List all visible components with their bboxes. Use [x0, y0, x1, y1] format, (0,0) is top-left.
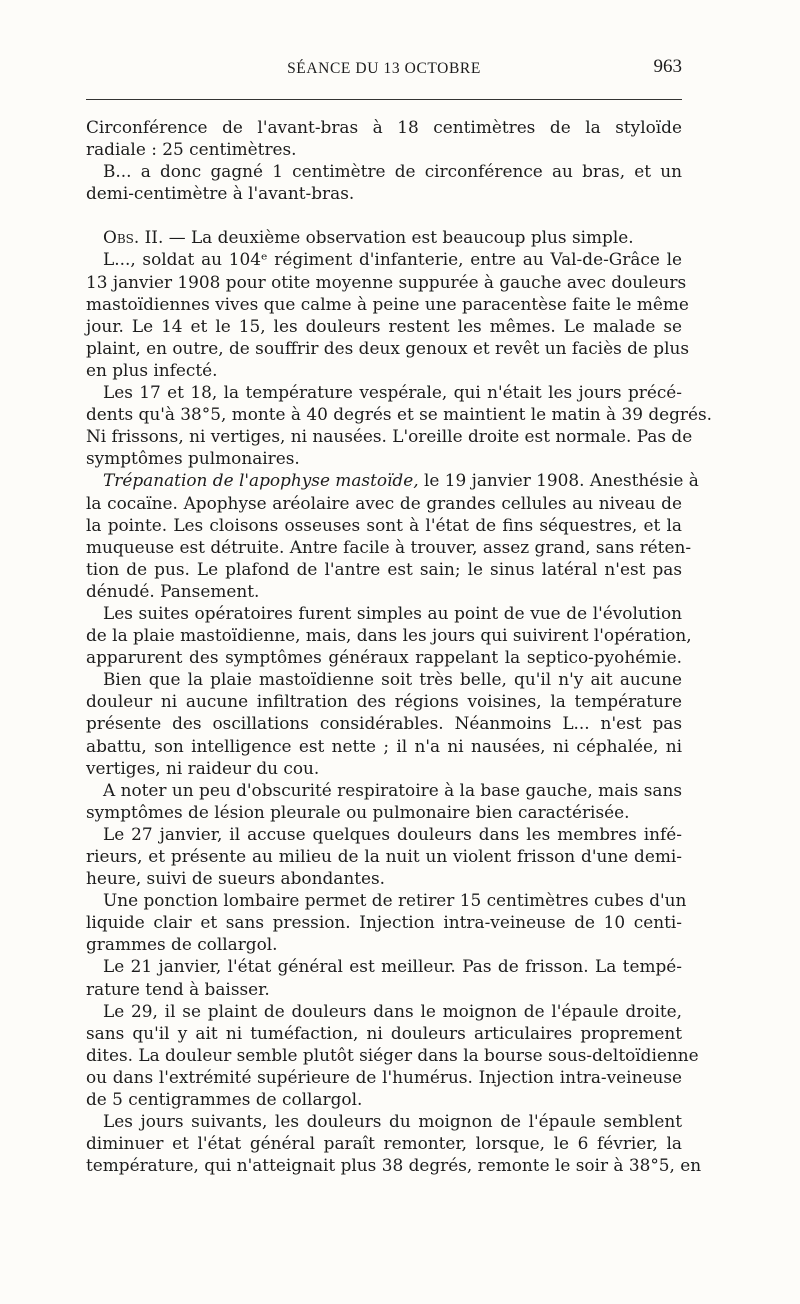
- text-line: abattu, son intelligence est nette ; il n'a ni nausées, ni céphalée, ni: [86, 735, 682, 756]
- body-text: [86, 116, 713, 1176]
- paragraph-gap: [86, 204, 682, 226]
- text-line: Trépanation de l'apophyse mastoïde, le 19 janvier 1908. Anesthésie à: [103, 470, 699, 491]
- running-title: SÉANCE DU 13 OCTOBRE: [287, 60, 481, 77]
- text-line: douleur ni aucune infiltration des régions voisines, la température: [86, 691, 682, 712]
- text-line: Les 17 et 18, la température vespérale, qui n'était les jours précé-: [103, 382, 682, 403]
- text-line: présente des oscillations considérables. Néanmoins L... n'est pas: [86, 713, 682, 734]
- text-line: symptômes de lésion pleurale ou pulmonaire bien caractérisée.: [86, 801, 630, 822]
- text-line: Circonférence de l'avant-bras à 18 centimètres de la styloïde: [86, 117, 682, 137]
- text-line: grammes de collargol.: [86, 934, 278, 955]
- text-line: Le 21 janvier, l'état général est meilleur. Pas de frisson. La tempé-: [103, 956, 682, 977]
- text-line: rature tend à baisser.: [86, 978, 270, 999]
- text-line: muqueuse est détruite. Antre facile à trouver, assez grand, sans réten-: [86, 536, 692, 557]
- text-line: jour. Le 14 et le 15, les douleurs restent les mêmes. Le malade se: [86, 315, 682, 336]
- text-line: température, qui n'atteignait plus 38 degrés, remonte le soir à 38°5, en: [86, 1155, 702, 1176]
- text-line: la pointe. Les cloisons osseuses sont à l'état de fins séquestres, et la: [86, 514, 682, 535]
- text-line: A noter un peu d'obscurité respiratoire à la base gauche, mais sans: [103, 779, 682, 800]
- text-line: dénudé. Pansement.: [86, 580, 260, 601]
- text-line: vertiges, ni raideur du cou.: [86, 757, 320, 778]
- header-rule: [86, 99, 682, 100]
- document-page: [86, 56, 713, 1176]
- text-line: Bien que la plaie mastoïdienne soit très belle, qu'il n'y ait aucune: [103, 669, 682, 690]
- text-line: en plus infecté.: [86, 359, 218, 380]
- text-line: L..., soldat au 104ᵉ régiment d'infanterie, entre au Val-de-Grâce le: [103, 249, 682, 270]
- text-line: de la plaie mastoïdienne, mais, dans les jours qui suivirent l'opération,: [86, 625, 692, 646]
- text-line: la cocaïne. Apophyse aréolaire avec de grandes cellules au niveau de: [86, 492, 682, 513]
- text-line: plaint, en outre, de souffrir des deux genoux et revêt un faciès de plus: [86, 337, 690, 358]
- text-line: diminuer et l'état général paraît remonter, lorsque, le 6 février, la: [86, 1133, 682, 1154]
- text-line: tion de pus. Le plafond de l'antre est sain; le sinus latéral n'est pas: [86, 558, 682, 579]
- text-line: dents qu'à 38°5, monte à 40 degrés et se maintient le matin à 39 degrés.: [86, 404, 713, 425]
- text-line: de 5 centigrammes de collargol.: [86, 1089, 363, 1110]
- text-line: Les suites opératoires furent simples au point de vue de l'évolution: [103, 602, 682, 623]
- text-line: sans qu'il y ait ni tuméfaction, ni douleurs articulaires proprement: [86, 1022, 682, 1043]
- running-header: [86, 56, 682, 86]
- text-line: Le 27 janvier, il accuse quelques douleurs dans les membres infé-: [103, 823, 682, 844]
- page-number: 963: [653, 56, 682, 77]
- text-line: 13 janvier 1908 pour otite moyenne suppurée à gauche avec douleurs: [86, 271, 687, 292]
- text-line: demi-centimètre à l'avant-bras.: [86, 183, 355, 204]
- text-line: Les jours suivants, les douleurs du moignon de l'épaule semblent: [103, 1111, 682, 1132]
- text-line: Une ponction lombaire permet de retirer 15 centimètres cubes d'un: [103, 890, 687, 911]
- text-line: symptômes pulmonaires.: [86, 448, 300, 469]
- text-line: mastoïdiennes vives que calme à peine une paracentèse faite le même: [86, 293, 689, 314]
- text-line: Ni frissons, ni vertiges, ni nausées. L'oreille droite est normale. Pas de: [86, 426, 693, 447]
- text-line: Obs. II. — La deuxième observation est beaucoup plus simple.: [103, 227, 634, 248]
- text-line: rieurs, et présente au milieu de la nuit un violent frisson d'une demi-: [86, 846, 682, 866]
- text-line: B... a donc gagné 1 centimètre de circonférence au bras, et un: [103, 161, 682, 182]
- text-line: liquide clair et sans pression. Injection intra-veineuse de 10 centi-: [86, 912, 682, 933]
- text-line: ou dans l'extrémité supérieure de l'humérus. Injection intra-veineuse: [86, 1066, 682, 1087]
- text-line: dites. La douleur semble plutôt siéger dans la bourse sous-deltoïdienne: [86, 1044, 699, 1065]
- text-line: radiale : 25 centimètres.: [86, 139, 297, 160]
- text-line: apparurent des symptômes généraux rappelant la septico-pyohémie.: [86, 647, 682, 668]
- text-line: heure, suivi de sueurs abondantes.: [86, 868, 386, 889]
- text-line: Le 29, il se plaint de douleurs dans le moignon de l'épaule droite,: [103, 1000, 682, 1021]
